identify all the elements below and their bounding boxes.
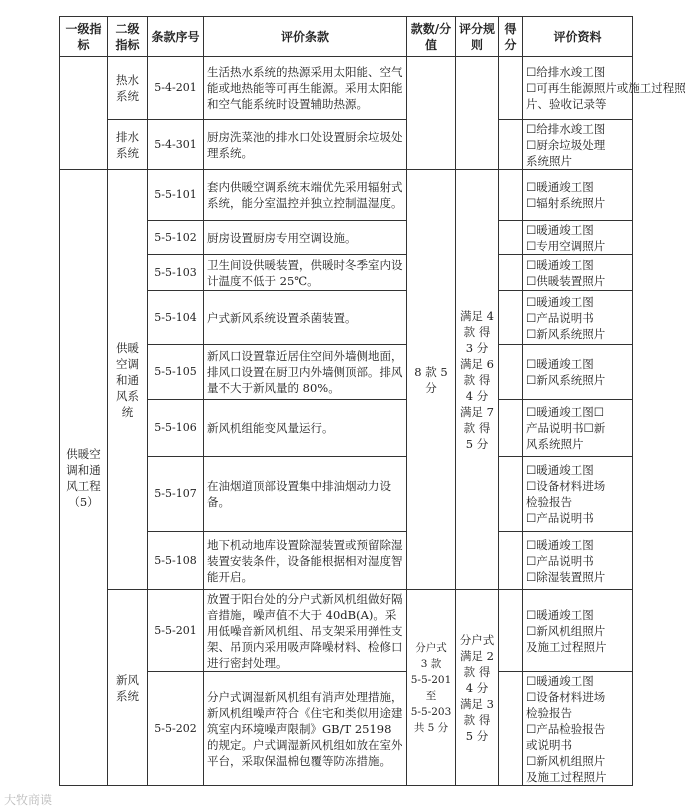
clause-code: 5-5-108 [148,532,204,590]
score-cell [499,457,523,532]
score-cell [499,221,523,255]
score-cell [499,120,523,170]
table-row [60,57,633,120]
material-cell: ☐暖通竣工图 ☐新风系统照片 [523,345,633,400]
clause-text: 户式新风系统设置杀菌装置。 [204,291,407,345]
watermark: 大牧商谟 [4,793,53,807]
clause-code: 5-5-101 [148,170,204,221]
score-cell [499,590,523,672]
header-rule: 评分规则 [456,17,499,57]
clause-text: 在油烟道顶部设置集中排油烟动力设备。 [204,457,407,532]
clause-code: 5-5-103 [148,255,204,291]
score-cell [499,291,523,345]
clause-text: 套内供暖空调系统末端优先采用辐射式系统，能分室温控并独立控制温湿度。 [204,170,407,221]
material-cell: ☐给排水竣工图 ☐可再生能源照片或施工过程照 片、验收记录等 [523,57,633,120]
table-row [60,170,633,221]
score-cell [499,170,523,221]
material-cell: ☐暖通竣工图 ☐产品说明书 ☐除湿装置照片 [523,532,633,590]
clause-code: 5-5-202 [148,672,204,786]
header-clause-no: 条款序号 [148,17,204,57]
clause-code: 5-5-105 [148,345,204,400]
level1-hvac: 供暖空调和通风工程（5） [60,170,108,786]
clause-text: 生活热水系统的热源采用太阳能、空气能或地热能等可再生能源。采用太阳能和空气能系统时设置辅助热源。 [204,57,407,120]
evaluation-table [59,16,686,786]
clause-code: 5-5-106 [148,400,204,457]
header-clause: 评价条款 [204,17,407,57]
hvac-count: 8 款 5 分 [407,170,456,590]
clause-text: 分户式调湿新风机组有消声处理措施，新风机组噪声符合《住宅和类似用途建筑室内环境噪声限制》GB/T 25198 的规定。户式调湿新风机组如放在室外平台，采取保温棉包覆等防冻措施。 [204,672,407,786]
material-cell: ☐暖通竣工图 ☐新风机组照片 及施工过程照片 [523,590,633,672]
clause-code: 5-4-301 [148,120,204,170]
score-cell [499,532,523,590]
score-cell [499,57,523,120]
score-cell [499,255,523,291]
header-level2: 二级指标 [108,17,148,57]
clause-code: 5-5-201 [148,590,204,672]
clause-text: 放置于阳台处的分户式新风机组做好隔音措施，噪声值不大于 40dB(A)。采用低噪音新风机组、吊支架采用弹性支架、吊顶内采用吸声降噪材料、检修口进行密封处理。 [204,590,407,672]
level2-hvac: 供暖空调和通风系统 [108,170,148,590]
header-count-score: 款数/分值 [407,17,456,57]
count-cell-empty [407,57,456,170]
material-cell: ☐给排水竣工图 ☐厨余垃圾处理 系统照片 [523,120,633,170]
clause-code: 5-4-201 [148,57,204,120]
clause-text: 卫生间设供暖装置，供暖时冬季室内设计温度不低于 25℃。 [204,255,407,291]
clause-code: 5-5-104 [148,291,204,345]
material-cell: ☐暖通竣工图 ☐设备材料进场 检验报告 ☐产品检验报告 或说明书 ☐新风机组照片 及施工过程照片 [523,672,633,786]
material-cell: ☐暖通竣工图 ☐供暖装置照片 [523,255,633,291]
header-row [60,17,633,57]
level2-cell: 热水系统 [108,57,148,120]
hvac-rule: 满足 4 款 得 3 分 满足 6 款 得 4 分 满足 7 款 得 5 分 [456,170,499,590]
level1-cell-empty [60,57,108,170]
clause-text: 厨房洗菜池的排水口处设置厨余垃圾处理系统。 [204,120,407,170]
table-row [60,590,633,672]
material-cell: ☐暖通竣工图☐ 产品说明书☐新 风系统照片 [523,400,633,457]
table-row [60,120,633,170]
fresh-air-rule: 分户式 满足 2 款 得 4 分 满足 3 款 得 5 分 [456,590,499,786]
clause-text: 厨房设置厨房专用空调设施。 [204,221,407,255]
clause-text: 新风机组能变风量运行。 [204,400,407,457]
rule-cell-empty [456,57,499,170]
clause-text: 新风口设置靠近居住空间外墙侧地面，排风口设置在厨卫内外墙侧顶部。排风量不大于新风量的 80%。 [204,345,407,400]
clause-text: 地下机动地库设置除湿装置或预留除湿装置安装条件，设备能根据相对湿度智能开启。 [204,532,407,590]
material-cell: ☐暖通竣工图 ☐专用空调照片 [523,221,633,255]
score-cell [499,400,523,457]
level2-cell: 排水系统 [108,120,148,170]
fresh-air-count: 分户式 3 款 5-5-201 至 5-5-203 共 5 分 [407,590,456,786]
score-cell [499,672,523,786]
header-material: 评价资料 [523,17,633,57]
material-cell: ☐暖通竣工图 ☐辐射系统照片 [523,170,633,221]
material-cell: ☐暖通竣工图 ☐设备材料进场 检验报告 ☐产品说明书 [523,457,633,532]
clause-code: 5-5-102 [148,221,204,255]
score-cell [499,345,523,400]
level2-fresh-air: 新风系统 [108,590,148,786]
material-cell: ☐暖通竣工图 ☐产品说明书 ☐新风系统照片 [523,291,633,345]
header-level1: 一级指标 [60,17,108,57]
header-score: 得分 [499,17,523,57]
clause-code: 5-5-107 [148,457,204,532]
